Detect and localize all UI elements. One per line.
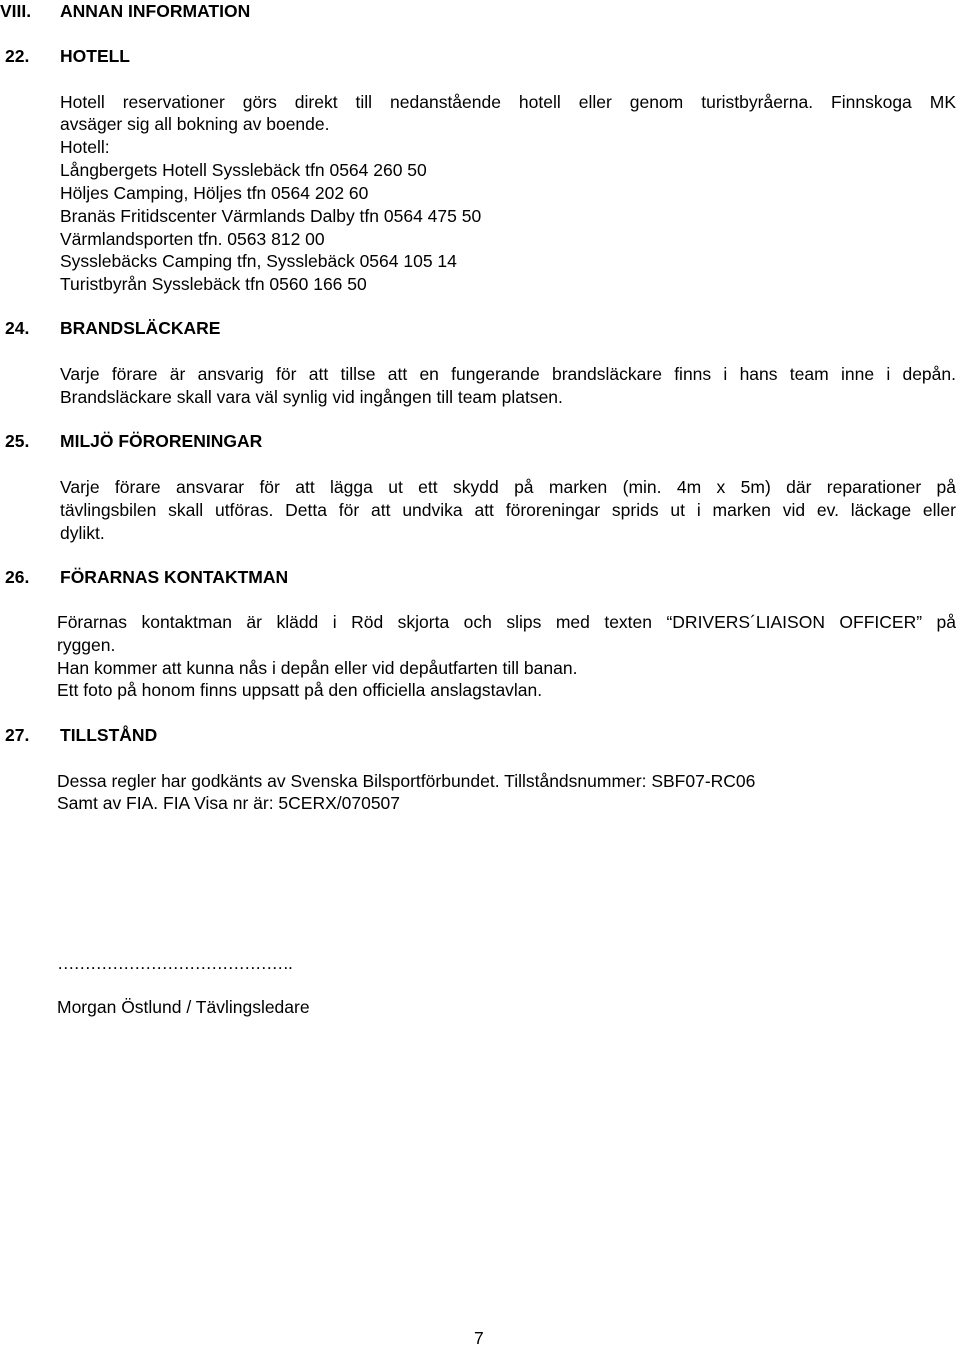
- section-22-intro-line-2: avsäger sig all bokning av boende.: [60, 114, 330, 134]
- section-24-line-2: Brandsläckare skall vara väl synlig vid ingången till team platsen.: [60, 387, 563, 407]
- section-27-title: TILLSTÅND: [60, 725, 158, 745]
- signature-name: Morgan Östlund / Tävlingsledare: [57, 997, 310, 1017]
- hotel-list-item: Värmlandsporten tfn. 0563 812 00: [60, 229, 325, 249]
- section-26-line-4: Ett foto på honom finns uppsatt på den officiella anslagstavlan.: [57, 680, 543, 700]
- section-22-title: HOTELL: [60, 46, 130, 66]
- section-25-title: MILJÖ FÖRORENINGAR: [60, 431, 263, 451]
- hotel-list-item: Höljes Camping, Höljes tfn 0564 202 60: [60, 183, 369, 203]
- chapter-title: ANNAN INFORMATION: [60, 1, 251, 21]
- section-24-title: BRANDSLÄCKARE: [60, 318, 221, 338]
- section-24-number: 24.: [5, 318, 30, 338]
- signature-line: …………………………………….: [57, 953, 292, 973]
- section-26-line-1: Förarnas kontaktman är klädd i Röd skjorta och slips med texten “DRIVERS´LIAISON OFFICER” på: [57, 612, 956, 632]
- section-24-line-1: Varje förare är ansvarig för att tillse att en fungerande brandsläckare finns i hans team inne i depån.: [60, 364, 956, 384]
- page-number: 7: [474, 1328, 484, 1348]
- hotel-list-item: Branäs Fritidscenter Värmlands Dalby tfn 0564 475 50: [60, 206, 482, 226]
- section-26-line-2: ryggen.: [57, 635, 116, 655]
- section-25-line-3: dylikt.: [60, 523, 105, 543]
- section-25-line-2: tävlingsbilen skall utföras. Detta för att undvika att föroreningar sprids ut i marken vid ev. läckage eller: [60, 500, 956, 520]
- section-27-number: 27.: [5, 725, 30, 745]
- section-26-title: FÖRARNAS KONTAKTMAN: [60, 567, 289, 587]
- section-25-number: 25.: [5, 431, 30, 451]
- hotel-list-heading: Hotell:: [60, 137, 110, 157]
- section-22-intro-line-1: Hotell reservationer görs direkt till nedanstående hotell eller genom turistbyråerna. Finnskoga MK: [60, 92, 956, 112]
- section-25-line-1: Varje förare ansvarar för att lägga ut ett skydd på marken (min. 4m x 5m) där reparationer på: [60, 477, 956, 497]
- section-26-number: 26.: [5, 567, 30, 587]
- chapter-number: VIII.: [0, 1, 32, 21]
- hotel-list-item: Långbergets Hotell Sysslebäck tfn 0564 260 50: [60, 160, 427, 180]
- section-27-line-2: Samt av FIA. FIA Visa nr är: 5CERX/070507: [57, 793, 401, 813]
- hotel-list-item: Sysslebäcks Camping tfn, Sysslebäck 0564 105 14: [60, 251, 457, 271]
- section-26-line-3: Han kommer att kunna nås i depån eller vid depåutfarten till banan.: [57, 658, 578, 678]
- section-27-line-1: Dessa regler har godkänts av Svenska Bilsportförbundet. Tillståndsnummer: SBF07-RC06: [57, 771, 756, 791]
- hotel-list-item: Turistbyrån Sysslebäck tfn 0560 166 50: [60, 274, 367, 294]
- section-22-number: 22.: [5, 46, 30, 66]
